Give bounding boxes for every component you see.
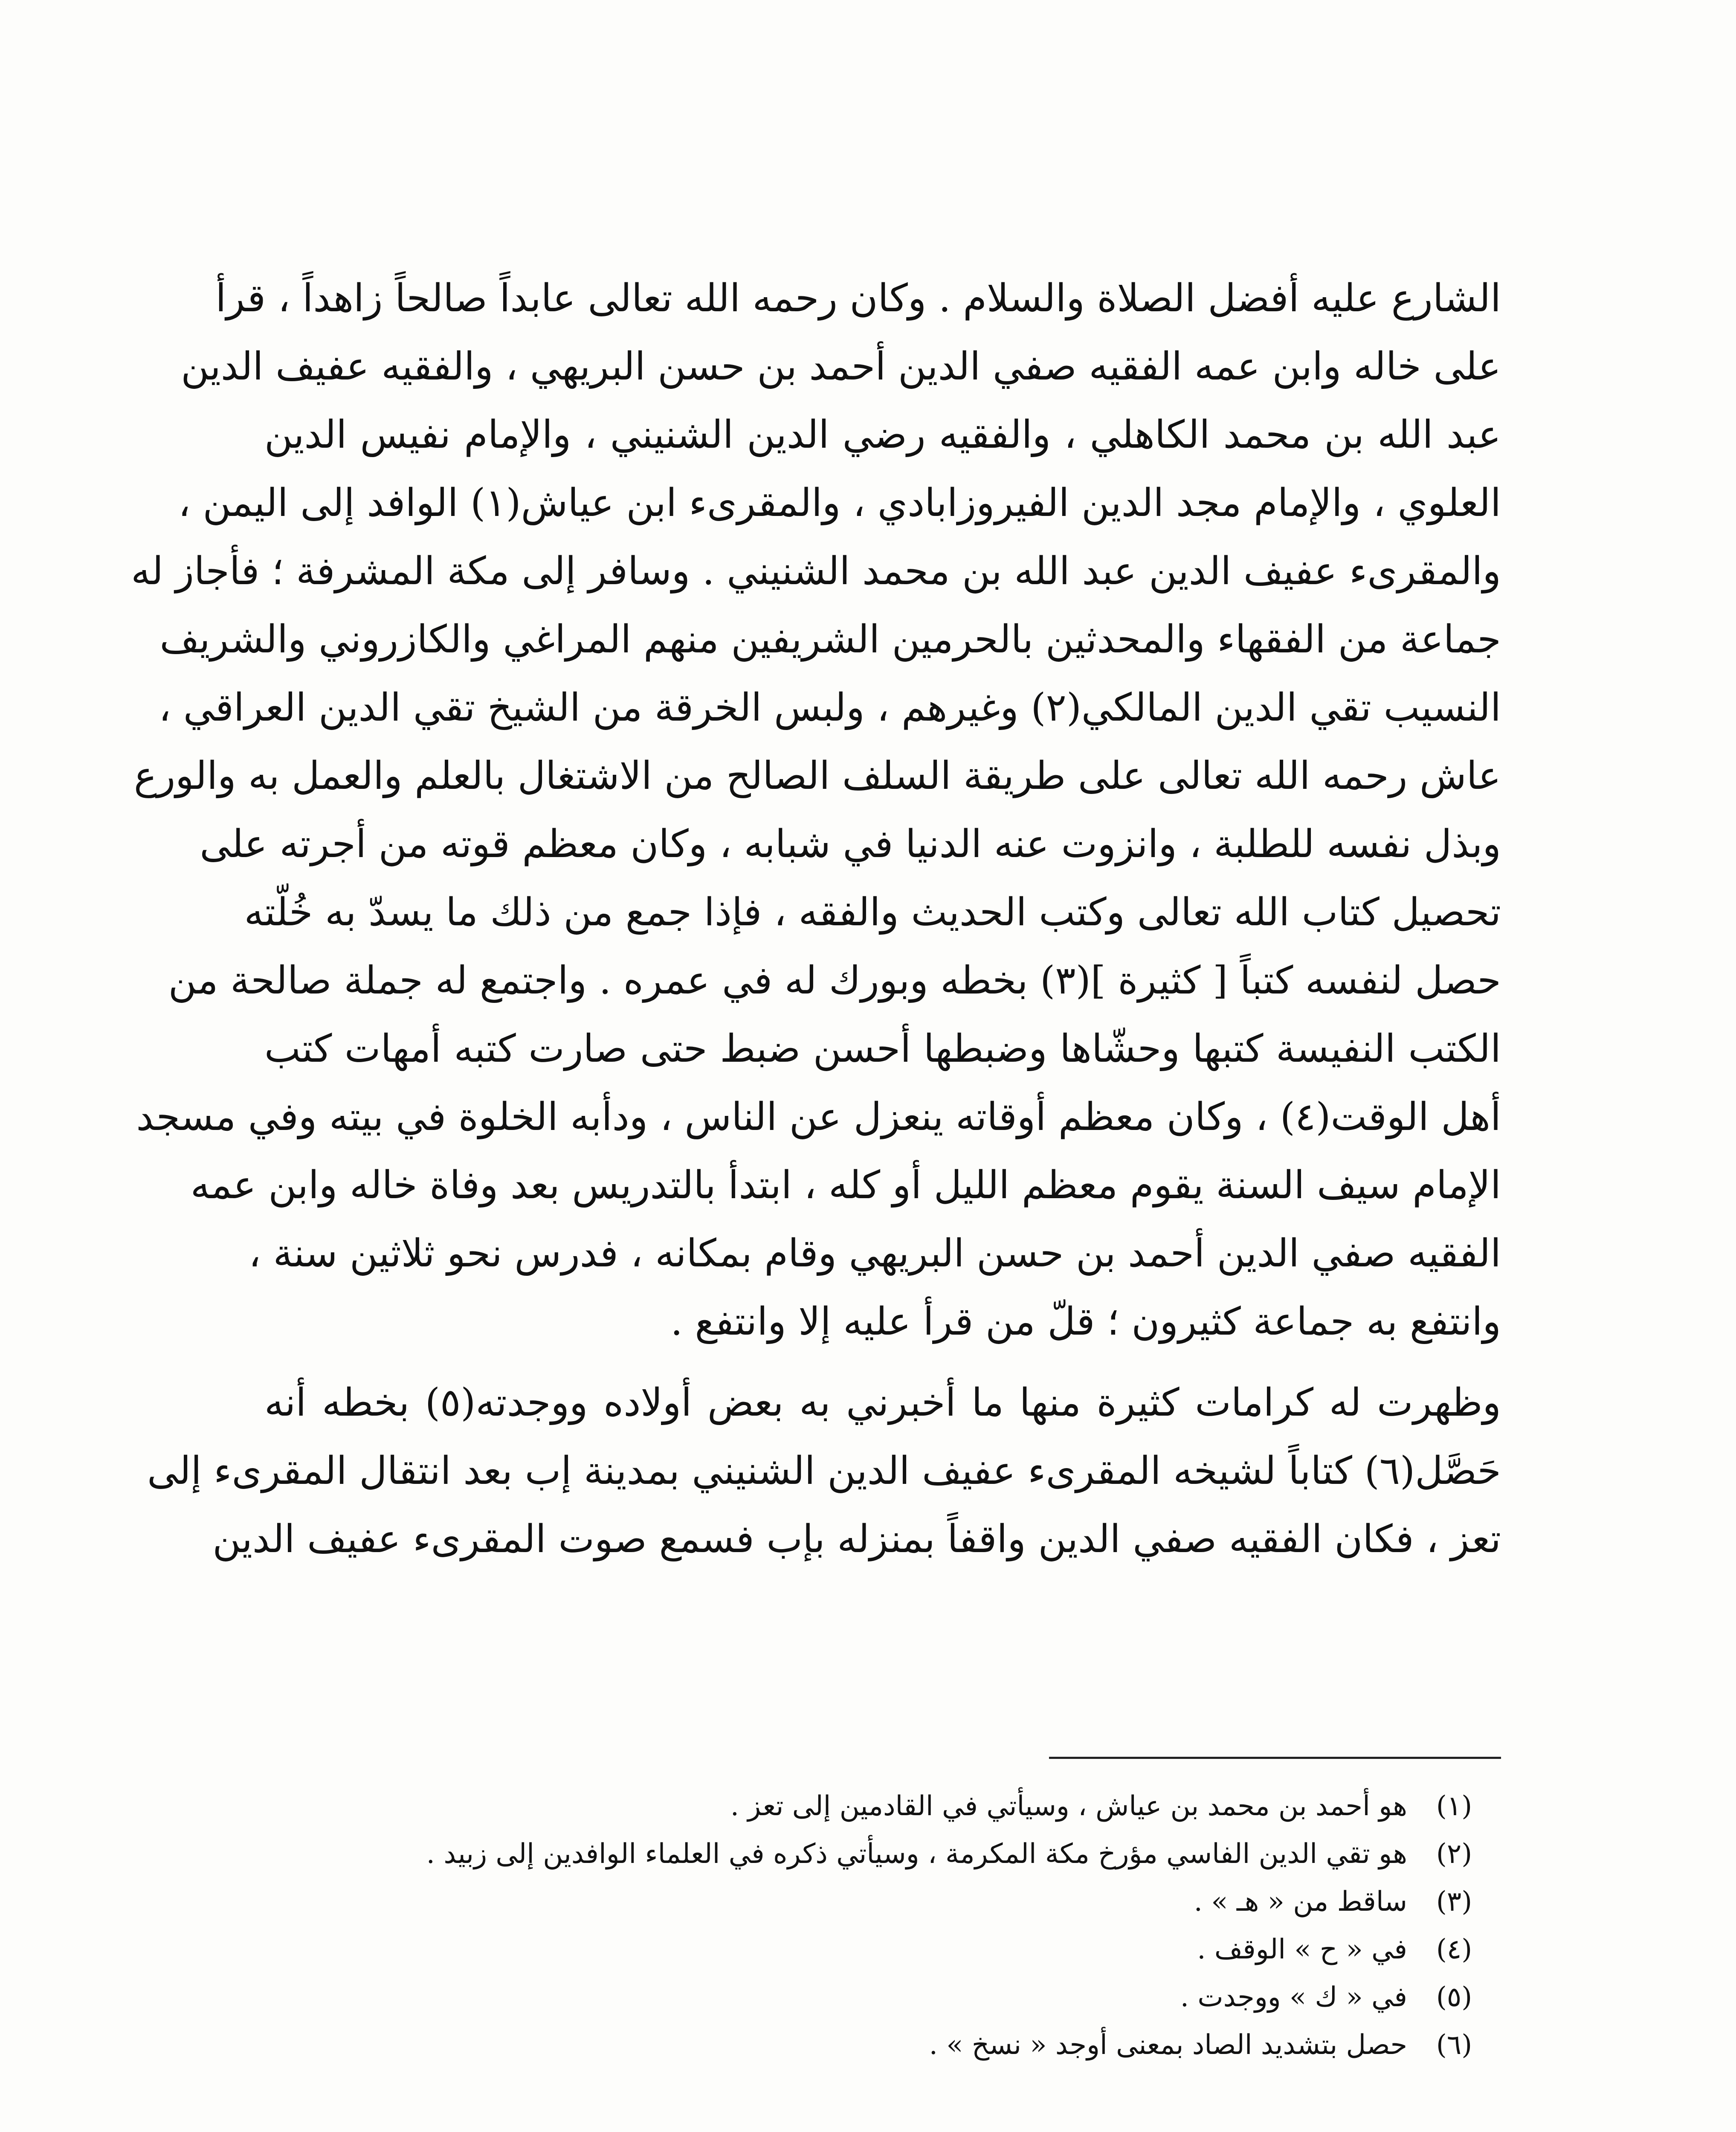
footnote-number: (٢) bbox=[1436, 1838, 1472, 1870]
text-line: الفقيه صفي الدين أحمد بن حسن البريهي وقام بمكانه ، فدرس نحو ثلاثين سنة ، bbox=[248, 1231, 1501, 1276]
footnote-number: (٣) bbox=[1436, 1886, 1472, 1918]
text-line: جماعة من الفقهاء والمحدثين بالحرمين الشريفين منهم المراغي والكازروني والشريف bbox=[159, 617, 1501, 662]
footnote-text: حصل بتشديد الصاد بمعنى أوجد « نسخ » . bbox=[929, 2029, 1407, 2061]
text-line: على خاله وابن عمه الفقيه صفي الدين أحمد بن حسن البريهي ، والفقيه عفيف الدين bbox=[181, 344, 1501, 389]
text-line: حصل لنفسه كتباً [ كثيرة ](٣) بخطه وبورك له في عمره . واجتمع له جملة صالحة من bbox=[168, 958, 1501, 1003]
text-line: أهل الوقت(٤) ، وكان معظم أوقاته ينعزل عن الناس ، ودأبه الخلوة في بيته وفي مسجد bbox=[136, 1095, 1501, 1139]
text-line: وانتفع به جماعة كثيرون ؛ قلّ من قرأ عليه إلا وانتفع . bbox=[670, 1299, 1501, 1344]
text-line: العلوي ، والإمام مجد الدين الفيروزابادي ، والمقرىء ابن عياش(١) الوافد إلى اليمن ، bbox=[178, 481, 1501, 525]
footnote-number: (٦) bbox=[1436, 2029, 1472, 2061]
text-line: الشارع عليه أفضل الصلاة والسلام . وكان رحمه الله تعالى عابداً صالحاً زاهداً ، قرأ bbox=[215, 276, 1501, 321]
main-text bbox=[131, 264, 1501, 1573]
text-line: تحصيل كتاب الله تعالى وكتب الحديث والفقه ، فإذا جمع من ذلك ما يسدّ به خُلّته bbox=[244, 890, 1501, 935]
text-line: الإمام سيف السنة يقوم معظم الليل أو كله ، ابتدأ بالتدريس بعد وفاة خاله وابن عمه bbox=[190, 1163, 1501, 1208]
footnote-separator bbox=[1049, 1757, 1501, 1759]
footnote bbox=[264, 1973, 1501, 2021]
text-line: وظهرت له كرامات كثيرة منها ما أخبرني به بعض أولاده ووجدته(٥) بخطه أنه bbox=[264, 1380, 1501, 1425]
text-line: والمقرىء عفيف الدين عبد الله بن محمد الشنيني . وسافر إلى مكة المشرفة ؛ فأجاز له bbox=[131, 549, 1501, 594]
text-line: تعز ، فكان الفقيه صفي الدين واقفاً بمنزله بإب فسمع صوت المقرىء عفيف الدين bbox=[212, 1517, 1501, 1561]
footnote bbox=[264, 2021, 1501, 2069]
footnote bbox=[264, 1878, 1501, 1926]
footnote bbox=[264, 1926, 1501, 1973]
footnote-text: في « ح » الوقف . bbox=[1197, 1934, 1407, 1965]
footnote-text: هو أحمد بن محمد بن عياش ، وسيأتي في القادمين إلى تعز . bbox=[730, 1790, 1407, 1822]
text-line: عبد الله بن محمد الكاهلي ، والفقيه رضي الدين الشنيني ، والإمام نفيس الدين bbox=[264, 412, 1501, 457]
paragraph bbox=[131, 264, 1501, 1356]
footnote-text: هو تقي الدين الفاسي مؤرخ مكة المكرمة ، وسيأتي ذكره في العلماء الوافدين إلى زبيد . bbox=[426, 1838, 1407, 1870]
text-line: عاش رحمه الله تعالى على طريقة السلف الصالح من الاشتغال بالعلم والعمل به والورع bbox=[134, 753, 1501, 798]
footnotes bbox=[264, 1782, 1501, 2069]
paragraph-gap bbox=[264, 1356, 1501, 1369]
paragraph bbox=[147, 1369, 1501, 1573]
footnote bbox=[264, 1782, 1501, 1830]
text-line: وبذل نفسه للطلبة ، وانزوت عنه الدنيا في شبابه ، وكان معظم قوته من أجرته على bbox=[200, 822, 1501, 866]
text-line: حَصَّل(٦) كتاباً لشيخه المقرىء عفيف الدين الشنيني بمدينة إب بعد انتقال المقرىء إلى bbox=[147, 1448, 1501, 1493]
footnote bbox=[264, 1830, 1501, 1878]
footnote-number: (٥) bbox=[1436, 1981, 1472, 2013]
text-line: الكتب النفيسة كتبها وحشّاها وضبطها أحسن ضبط حتى صارت كتبه أمهات كتب bbox=[264, 1026, 1501, 1071]
footnote-number: (٤) bbox=[1436, 1934, 1472, 1965]
footnote-number: (١) bbox=[1436, 1790, 1472, 1822]
text-line: النسيب تقي الدين المالكي(٢) وغيرهم ، ولبس الخرقة من الشيخ تقي الدين العراقي ، bbox=[159, 685, 1501, 730]
footnote-text: ساقط من « هـ » . bbox=[1194, 1886, 1407, 1918]
footnote-text: في « ك » ووجدت . bbox=[1180, 1981, 1407, 2013]
